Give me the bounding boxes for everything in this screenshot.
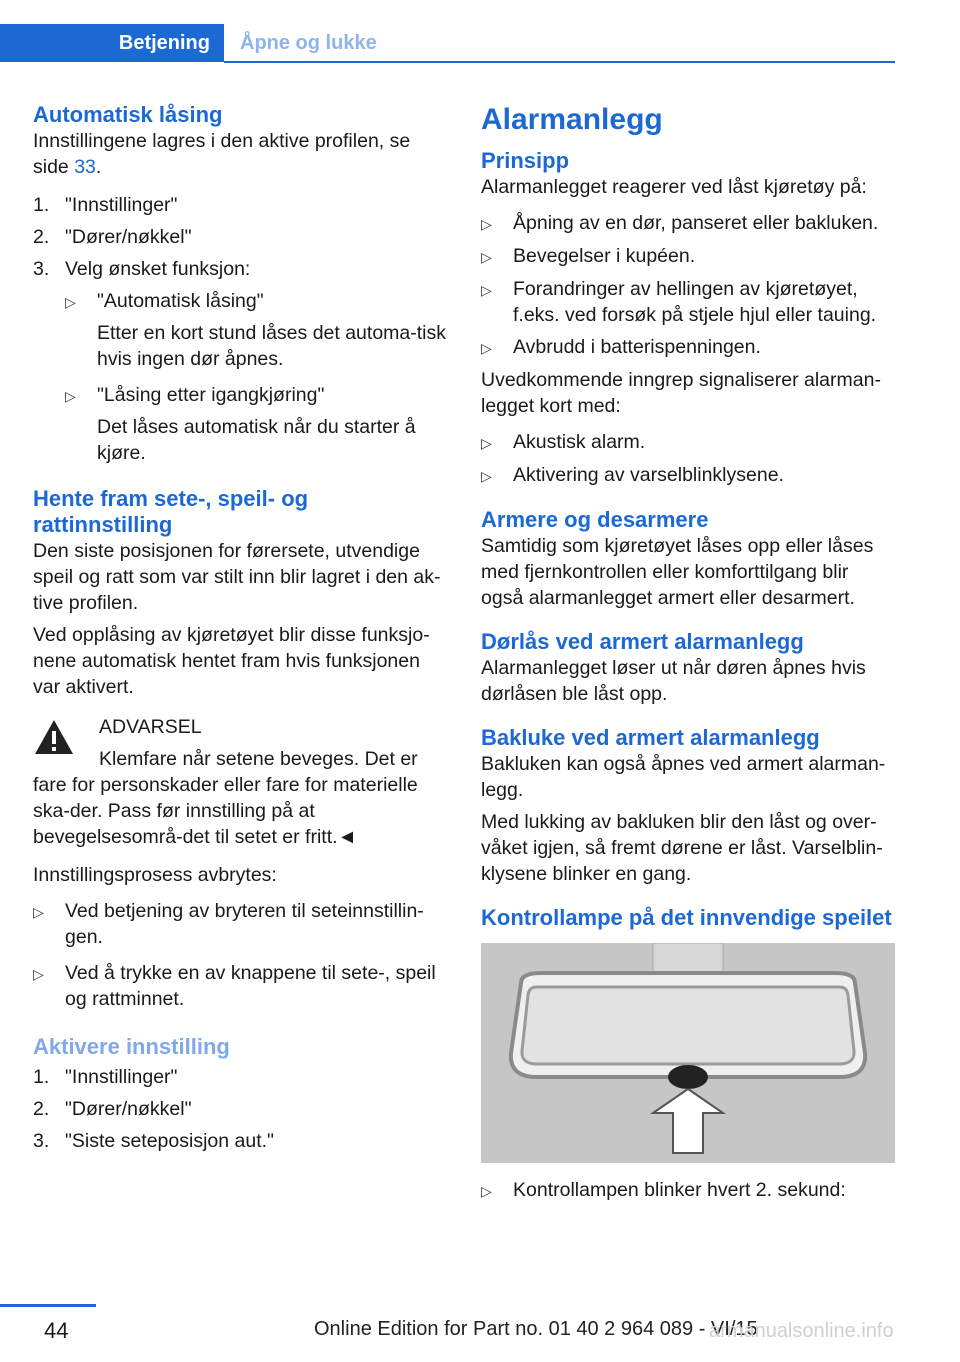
- edition-text: Online Edition for Part no. 01 40 2 964 089 - VI/15: [314, 1318, 758, 1340]
- arm-text: Samtidig som kjøretøyet låses opp eller låses med fjernkontrollen eller komforttilgang blir også alarmanlegget armert eller desarmert.: [481, 535, 874, 609]
- triangle-bullet-icon: ▷: [481, 1183, 492, 1199]
- heading-activate-setting: Aktivere innstilling: [33, 1034, 230, 1059]
- warning-title: ADVARSEL: [99, 716, 202, 738]
- triangle-bullet-icon: ▷: [481, 282, 492, 298]
- triangle-bullet-icon: ▷: [65, 294, 76, 310]
- seat-text-2: Ved opplåsing av kjøretøyet blir disse funksjo-nene automatisk hentet fram hvis funksjonen var aktivert.: [33, 624, 430, 698]
- heading-alarm-system: Alarmanlegg: [481, 103, 663, 136]
- heading-arm-disarm: Armere og desarmere: [481, 507, 709, 532]
- list-item: ▷ Ved betjening av bryteren til seteinnstillin-gen.: [33, 900, 424, 948]
- list-item: ▷ Kontrollampen blinker hvert 2. sekund:: [481, 1177, 895, 1204]
- list-item: 1. "Innstillinger": [33, 194, 178, 216]
- list-item: ▷ "Låsing etter igangkjøring" Det låses automatisk når du starter å kjøre.: [65, 384, 416, 464]
- abort-text: Innstillingsprosess avbrytes:: [33, 864, 277, 886]
- triangle-bullet-icon: ▷: [481, 340, 492, 356]
- heading-indicator-lamp: Kontrollampe på det innvendige speilet: [481, 905, 892, 930]
- list-item: ▷ Forandringer av hellingen av kjøretøyet, f.eks. ved forsøk på stjele hjul eller tauing.: [481, 278, 877, 326]
- watermark: armanualsonline.info: [709, 1320, 894, 1342]
- heading-seat-mirror: Hente fram sete-, speil- og rattinnstilling: [33, 486, 309, 537]
- triangle-bullet-icon: ▷: [33, 904, 44, 920]
- list-item: 3. "Siste seteposisjon aut.": [33, 1130, 274, 1152]
- doorlock-text: Alarmanlegget løser ut når døren åpnes hvis dørlåsen ble låst opp.: [481, 657, 866, 705]
- list-item: ▷ Avbrudd i batterispenningen.: [481, 334, 895, 361]
- header-divider: [224, 61, 895, 63]
- list-item: 2. "Dører/nøkkel": [33, 226, 192, 248]
- seat-text-1: Den siste posisjonen for førersete, utvendige speil og ratt som var stilt inn blir lagret i den ak-tive profilen.: [33, 540, 441, 614]
- list-item: ▷ Aktivering av varselblinklysene.: [481, 462, 895, 489]
- tailgate-text-2: Med lukking av bakluken blir den låst og over-våket igjen, så fremt dørene er låst. Varselblin-klysene blinker en gang.: [481, 811, 883, 885]
- warning-icon: [33, 718, 75, 756]
- list-item: ▷ Akustisk alarm.: [481, 429, 895, 456]
- list-item: ▷ "Automatisk låsing" Etter en kort stund låses det automa-tisk hvis ingen dør åpnes.: [65, 290, 447, 370]
- triangle-bullet-icon: ▷: [33, 966, 44, 982]
- warning-block: [33, 714, 448, 740]
- triangle-bullet-icon: ▷: [481, 216, 492, 232]
- tailgate-text-1: Bakluken kan også åpnes ved armert alarman-legg.: [481, 753, 886, 801]
- tab-apne-og-lukke[interactable]: Åpne og lukke: [240, 32, 377, 54]
- signal-text: Uvedkommende inngrep signaliserer alarman-legget kort med:: [481, 369, 881, 417]
- triangle-bullet-icon: ▷: [65, 388, 76, 404]
- list-item: 1. "Innstillinger": [33, 1066, 178, 1088]
- page-link-33[interactable]: 33: [74, 156, 96, 178]
- tab-betjening[interactable]: Betjening: [0, 24, 224, 62]
- left-column: [33, 102, 448, 1160]
- list-item: ▷ Bevegelser i kupéen.: [481, 243, 895, 270]
- heading-tailgate: Bakluke ved armert alarmanlegg: [481, 725, 820, 750]
- list-item: 3. Velg ønsket funksjon:: [33, 258, 251, 280]
- right-column: [481, 102, 895, 1210]
- principle-text: Alarmanlegget reagerer ved låst kjøretøy på:: [481, 176, 867, 198]
- heading-doorlock: Dørlås ved armert alarmanlegg: [481, 629, 804, 654]
- heading-automatic-locking: Automatisk låsing: [33, 102, 223, 127]
- warning-text: Klemfare når setene beveges. Det er fare for personskader eller fare for materielle ska-der. Pass før innstilling på at bevegelsesområ-det til setet er fritt.◄: [33, 748, 418, 848]
- list-item: 2. "Dører/nøkkel": [33, 1098, 192, 1120]
- rearview-mirror-icon: [481, 943, 895, 1163]
- list-item: ▷ Ved å trykke en av knappene til sete-, speil og rattminnet.: [33, 962, 436, 1010]
- triangle-bullet-icon: ▷: [481, 435, 492, 451]
- list-item: ▷ Åpning av en dør, panseret eller bakluken.: [481, 210, 895, 237]
- triangle-bullet-icon: ▷: [481, 468, 492, 484]
- page-number: 44: [44, 1318, 69, 1343]
- heading-principle: Prinsipp: [481, 148, 570, 173]
- triangle-bullet-icon: ▷: [481, 249, 492, 265]
- sub-list: [65, 288, 448, 466]
- mirror-illustration: [481, 943, 895, 1163]
- footer-divider: [0, 1304, 96, 1307]
- auto-lock-text: Innstillingene lagres i den aktive profilen, se side 33.: [33, 130, 411, 178]
